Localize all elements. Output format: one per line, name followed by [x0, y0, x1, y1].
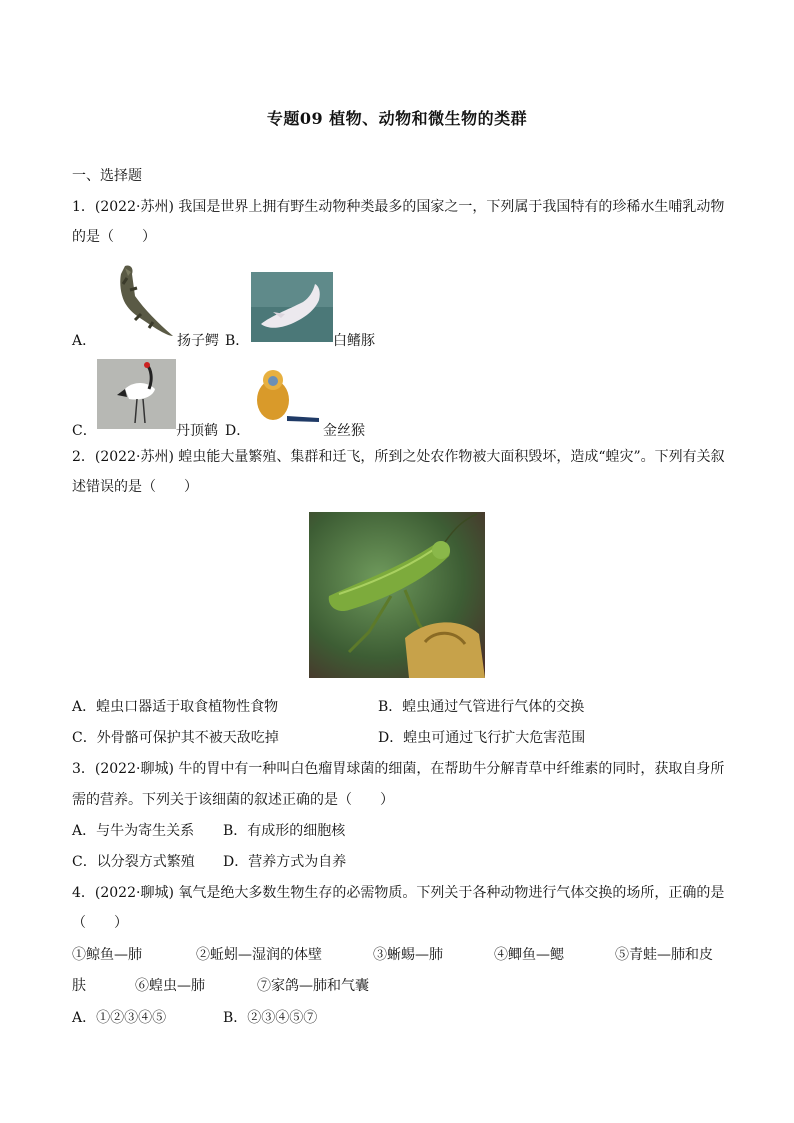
q4-item-7: ⑦家鸽—肺和气囊: [257, 978, 369, 994]
q1-option-c-name: 丹顶鹤: [176, 423, 218, 439]
section-heading: 一、选择题: [72, 168, 142, 184]
q3-option-a: A．与牛为寄生关系: [72, 823, 195, 839]
q1-stem-line2: 的是（ ）: [72, 229, 156, 245]
q1-option-a-name: 扬子鳄: [177, 333, 219, 349]
q4-item-5: ⑤青蛙—肺和皮: [615, 947, 713, 963]
q4-item-5-cont: 肤: [72, 978, 86, 994]
q4-option-a: A．①②③④⑤: [72, 1010, 167, 1026]
alligator-image: [97, 262, 177, 344]
q3-stem-line1: 3．(2022·聊城) 牛的胃中有一种叫白色瘤胃球菌的细菌，在帮助牛分解青草中纤维素的同时，获取自身所: [72, 761, 725, 777]
q1-stem-line1: 1．(2022·苏州) 我国是世界上拥有野生动物种类最多的国家之一，下列属于我国特有的珍稀水生哺乳动物: [72, 199, 725, 215]
q1-option-d-name: 金丝猴: [323, 423, 365, 439]
q1-option-b-name: 白鳍豚: [333, 333, 375, 349]
q2-stem-line2: 述错误的是（ ）: [72, 479, 198, 495]
q2-option-a: A．蝗虫口器适于取食植物性食物: [72, 699, 279, 715]
q1-option-c-letter: C．: [72, 423, 97, 439]
crane-image: [97, 359, 176, 429]
page-title: 专题09 植物、动物和微生物的类群: [266, 109, 528, 128]
q2-stem-line1: 2．(2022·苏州) 蝗虫能大量繁殖、集群和迁飞，所到之处农作物被大面积毁坏，造成“蝗灾”。下列有关叙: [72, 449, 725, 465]
q2-option-d: D．蝗虫可通过飞行扩大危害范围: [378, 730, 586, 746]
q4-item-4: ④鲫鱼—鳃: [494, 947, 564, 963]
q1-option-b-letter: B．: [225, 333, 250, 349]
q4-item-3: ③蜥蜴—肺: [373, 947, 443, 963]
locust-image: [309, 512, 485, 678]
baiji-dolphin-image: [251, 272, 333, 342]
q3-option-d: D．营养方式为自养: [223, 854, 347, 870]
q4-item-6: ⑥蝗虫—肺: [135, 978, 205, 994]
q3-option-c: C．以分裂方式繁殖: [72, 854, 195, 870]
q4-item-1: ①鲸鱼—肺: [72, 947, 142, 963]
q4-stem-line2: （ ）: [72, 915, 128, 931]
q1-option-a-letter: A．: [72, 333, 97, 349]
q3-stem-line2: 需的营养。下列关于该细菌的叙述正确的是（ ）: [72, 792, 394, 808]
q2-option-b: B．蝗虫通过气管进行气体的交换: [378, 699, 585, 715]
q4-item-2: ②蚯蚓—湿润的体壁: [196, 947, 322, 963]
q1-option-d-letter: D．: [225, 423, 251, 439]
q4-stem-line1: 4．(2022·聊城) 氧气是绝大多数生物生存的必需物质。下列关于各种动物进行气体交换的场所，正确的是: [72, 885, 725, 901]
golden-monkey-image: [251, 366, 323, 428]
q4-option-b: B．②③④⑤⑦: [223, 1010, 318, 1026]
q2-option-c: C．外骨骼可保护其不被天敌吃掉: [72, 730, 279, 746]
q3-option-b: B．有成形的细胞核: [223, 823, 346, 839]
